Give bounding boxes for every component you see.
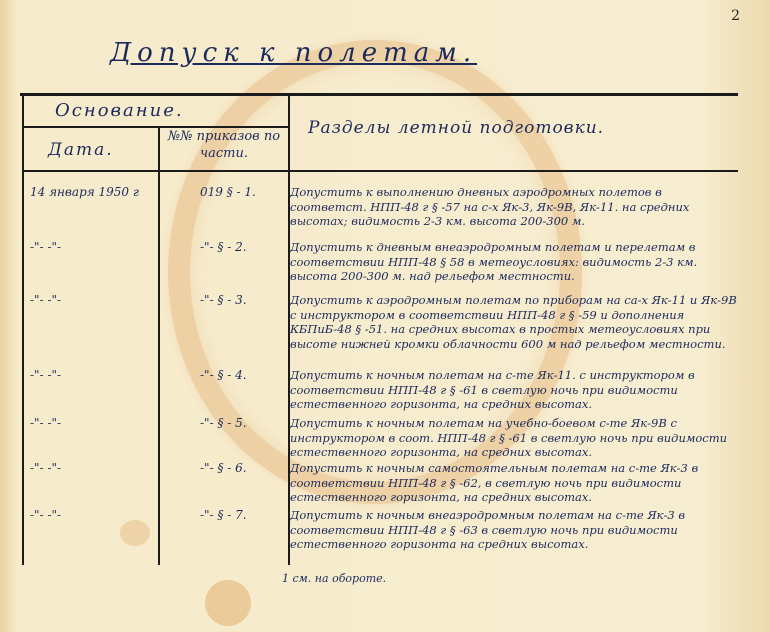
row-text: Допустить к ночным самостоятельным полетам на с-те Як-3 в соответствии НПП-48 г § -62, в светлую ночь при видимости естественного горизонта, на средних высотах. bbox=[290, 461, 699, 504]
table-top-border bbox=[20, 93, 738, 96]
header-date: Дата. bbox=[48, 140, 114, 160]
row-date: -"- -"- bbox=[30, 508, 62, 522]
row-date: -"- -"- bbox=[30, 293, 62, 307]
header-basis: Основание. bbox=[55, 100, 184, 121]
stain-spot bbox=[205, 580, 251, 626]
row-order: -"- § - 4. bbox=[200, 368, 247, 382]
page-title: Допуск к полетам. bbox=[110, 38, 478, 68]
row-date: -"- -"- bbox=[30, 461, 62, 475]
row-text: Допустить к ночным полетам на учебно-боевом с-те Як-9В с инструктором в соот. НПП-48 г § -61 в светлую ночь при видимости естественного горизонта, на средних высотах. bbox=[290, 416, 728, 459]
row-order: -"- § - 2. bbox=[200, 240, 247, 254]
header-bottom-border bbox=[22, 170, 738, 172]
footer-note: 1 см. на обороте. bbox=[282, 572, 387, 585]
row-text: Допустить к аэродромным полетам по приборам на са-х Як-11 и Як-9В с инструктором в соответствии НПП-48 г § -59 и дополнения КБПиБ-48 § -51. на средних высотах в простых метеоусловиях при высоте нижней кромки облачности 600 м над рельефом местности. bbox=[290, 293, 737, 351]
header-sections: Разделы летной подготовки. bbox=[308, 118, 605, 138]
row-text: Допустить к ночным полетам на с-те Як-11. с инструктором в соответствии НПП-48 г § -61 в светлую ночь при видимости естественного горизонта, на средних высотах. bbox=[290, 368, 695, 411]
row-order: -"- § - 6. bbox=[200, 461, 247, 475]
row-text: Допустить к дневным внеаэродромным полетам и перелетам в соответствии НПП-48 § 58 в метеоусловиях: видимость 2-3 км. высота 200-300 м. над рельефом местности. bbox=[290, 240, 698, 283]
row-order: -"- § - 3. bbox=[200, 293, 247, 307]
stain-spot-small bbox=[120, 520, 150, 546]
row-order: 019 § - 1. bbox=[200, 185, 256, 199]
row-text: Допустить к ночным внеаэродромным полетам на с-те Як-3 в соответствии НПП-48 г § -63 в светлую ночь при видимости естественного горизонта на средних высотах. bbox=[290, 508, 686, 551]
row-date: -"- -"- bbox=[30, 368, 62, 382]
row-order: -"- § - 7. bbox=[200, 508, 247, 522]
row-date: -"- -"- bbox=[30, 240, 62, 254]
row-order: -"- § - 5. bbox=[200, 416, 247, 430]
row-date: 14 января 1950 г bbox=[30, 185, 139, 199]
column-divider-date bbox=[158, 128, 160, 565]
table-left-border bbox=[22, 93, 24, 565]
header-order: №№ приказов по части. bbox=[167, 129, 281, 161]
row-text: Допустить к выполнению дневных аэродромных полетов в соответст. НПП-48 г § -57 на с-х Як-3, Як-9В, Як-11. на средних высотах; видимость 2-3 км. высота 200-300 м. bbox=[290, 185, 690, 228]
row-date: -"- -"- bbox=[30, 416, 62, 430]
page-number: 2 bbox=[731, 8, 740, 24]
